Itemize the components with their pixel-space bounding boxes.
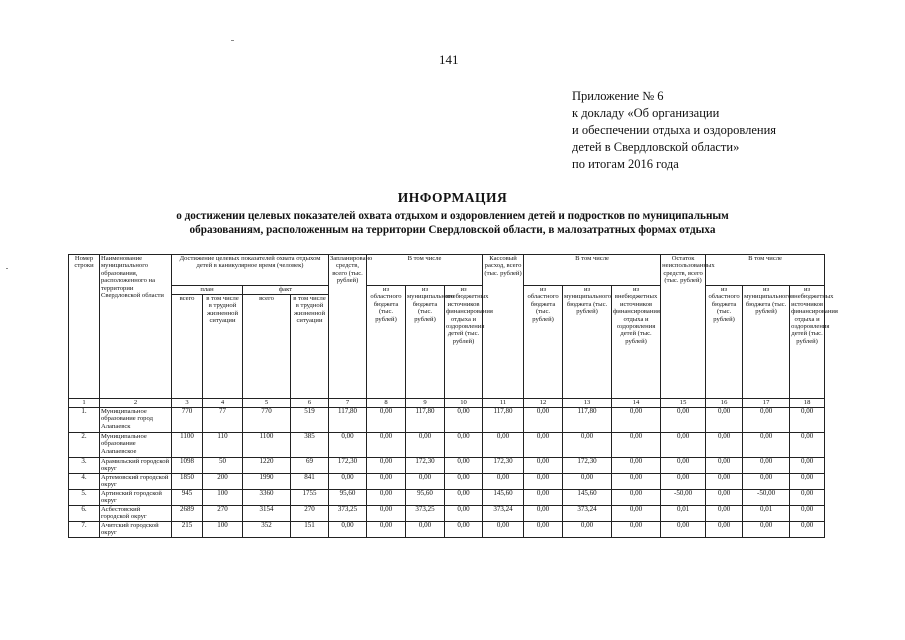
column-number: 8 — [367, 399, 406, 408]
table-cell: 0,00 — [790, 522, 825, 538]
row-number: 1. — [69, 408, 100, 433]
municipality-name: Асбестовский городской округ — [100, 506, 172, 522]
table-cell: 0,00 — [706, 506, 743, 522]
header-incl-cash: В том числе — [524, 255, 661, 286]
header-fact-total: всего — [243, 295, 291, 399]
table-cell: 0,00 — [706, 490, 743, 506]
row-number: 3. — [69, 458, 100, 474]
header-municipal: из муниципального бюджета (тыс. рублей) — [563, 286, 612, 399]
table-cell: 0,00 — [661, 408, 706, 433]
table-cell: 0,00 — [743, 522, 790, 538]
table-cell: 172,30 — [406, 458, 445, 474]
column-number: 7 — [329, 399, 367, 408]
table-cell: 0,00 — [367, 433, 406, 458]
table-cell: 100 — [203, 490, 243, 506]
table-cell: 0,00 — [483, 522, 524, 538]
table-cell: -50,00 — [661, 490, 706, 506]
table-cell: 0,00 — [790, 490, 825, 506]
table-cell: 841 — [291, 474, 329, 490]
table-cell: 0,00 — [524, 522, 563, 538]
appendix-note — [572, 88, 776, 173]
table-cell: 385 — [291, 433, 329, 458]
table-row — [69, 433, 825, 458]
table-cell: 373,25 — [329, 506, 367, 522]
document-title: ИНФОРМАЦИЯ — [397, 190, 508, 205]
table-body — [69, 408, 825, 538]
table-cell: -50,00 — [743, 490, 790, 506]
header-plan-hard: в том числе в трудной жизненной ситуации — [203, 295, 243, 399]
table-cell: 1990 — [243, 474, 291, 490]
header-offbudget: из внебюджетных источников финансирования отдыха и оздоровления детей (тыс. рублей) — [612, 286, 661, 399]
table-cell: 0,00 — [661, 474, 706, 490]
column-number: 3 — [172, 399, 203, 408]
table-cell: 770 — [172, 408, 203, 433]
column-number: 6 — [291, 399, 329, 408]
table-cell: 1098 — [172, 458, 203, 474]
header-row — [69, 255, 825, 286]
table-row — [69, 490, 825, 506]
table-cell: 100 — [203, 522, 243, 538]
header-incl-rest: В том числе — [706, 255, 825, 286]
table-cell: 0,00 — [612, 490, 661, 506]
appendix-line: к докладу «Об организации — [572, 106, 720, 120]
table-cell: 0,00 — [661, 433, 706, 458]
row-number: 7. — [69, 522, 100, 538]
table-cell: 77 — [203, 408, 243, 433]
header-incl-planned: В том числе — [367, 255, 483, 286]
header-offbudget: из внебюджетных источников финансирования отдыха и оздоровления детей (тыс. рублей) — [790, 286, 825, 399]
table-cell: 0,00 — [790, 408, 825, 433]
table-cell: 1850 — [172, 474, 203, 490]
table-cell: 0,00 — [367, 474, 406, 490]
table-cell: 0,00 — [706, 458, 743, 474]
scan-speck — [6, 268, 8, 269]
table-cell: 0,01 — [743, 506, 790, 522]
table-cell: 0,00 — [524, 458, 563, 474]
row-number: 4. — [69, 474, 100, 490]
table-cell: 69 — [291, 458, 329, 474]
table-cell: 0,00 — [524, 433, 563, 458]
table-cell: 0,00 — [790, 474, 825, 490]
header-offbudget: из внебюджетных источников финансирования отдыха и оздоровления детей (тыс. рублей) — [445, 286, 483, 399]
table-cell: 151 — [291, 522, 329, 538]
table-cell: 95,60 — [406, 490, 445, 506]
table-cell: 145,60 — [483, 490, 524, 506]
table-cell: 0,00 — [661, 458, 706, 474]
header-fact-hard: в том числе в трудной жизненной ситуации — [291, 295, 329, 399]
header-rest: Остаток неиспользованных средств, всего (тыс. рублей) — [661, 255, 706, 399]
column-number: 17 — [743, 399, 790, 408]
table-cell: 0,00 — [790, 506, 825, 522]
table-cell: 0,00 — [367, 522, 406, 538]
header-plan-total: всего — [172, 295, 203, 399]
column-number: 11 — [483, 399, 524, 408]
header-num: Номер строки — [69, 255, 100, 399]
document-subtitle-line-1: о достижении целевых показателей охвата отдыхом и оздоровлением детей и подростков по муниципальным — [176, 210, 729, 222]
table-cell: 0,00 — [483, 433, 524, 458]
table-cell: 373,25 — [406, 506, 445, 522]
table-cell: 110 — [203, 433, 243, 458]
table-cell: 200 — [203, 474, 243, 490]
table-cell: 0,00 — [706, 408, 743, 433]
document-heading — [0, 190, 905, 236]
table-cell: 0,00 — [445, 458, 483, 474]
table-cell: 0,00 — [367, 506, 406, 522]
table-cell: 1755 — [291, 490, 329, 506]
table-cell: 1220 — [243, 458, 291, 474]
table-cell: 0,00 — [706, 522, 743, 538]
column-number: 14 — [612, 399, 661, 408]
table-cell: 0,00 — [367, 490, 406, 506]
table-cell: 0,00 — [483, 474, 524, 490]
table-cell: 0,00 — [329, 433, 367, 458]
table-row — [69, 408, 825, 433]
table-cell: 0,00 — [445, 490, 483, 506]
table-cell: 945 — [172, 490, 203, 506]
column-number: 10 — [445, 399, 483, 408]
table-cell: 117,80 — [406, 408, 445, 433]
table-cell: 0,00 — [445, 506, 483, 522]
table-cell: 0,00 — [790, 433, 825, 458]
table-cell: 352 — [243, 522, 291, 538]
table-cell: 770 — [243, 408, 291, 433]
table-cell: 145,60 — [563, 490, 612, 506]
table-cell: 2689 — [172, 506, 203, 522]
row-number: 5. — [69, 490, 100, 506]
table-cell: 117,80 — [329, 408, 367, 433]
table-cell: 373,24 — [483, 506, 524, 522]
table-cell: 0,00 — [743, 458, 790, 474]
table-cell: 0,00 — [661, 522, 706, 538]
header-name: Наименование муниципального образования, расположенного на территории Свердловской области — [100, 255, 172, 399]
row-number: 6. — [69, 506, 100, 522]
table-cell: 270 — [203, 506, 243, 522]
table-cell: 0,00 — [406, 474, 445, 490]
table-cell: 50 — [203, 458, 243, 474]
table-cell: 0,00 — [612, 474, 661, 490]
table-cell: 3360 — [243, 490, 291, 506]
table-cell: 1100 — [172, 433, 203, 458]
table-cell: 0,00 — [524, 506, 563, 522]
appendix-line: и обеспечении отдыха и оздоровления — [572, 123, 777, 137]
municipality-name: Муниципальное образование Алапаевское — [100, 433, 172, 458]
table-cell: 0,00 — [524, 474, 563, 490]
municipality-name: Артемовский городской округ — [100, 474, 172, 490]
header-target: Достижение целевых показателей охвата отдыхом детей в каникулярное время (человек) — [172, 255, 329, 286]
document-subtitle-line-2: образованиям, расположенным на территории Свердловской области, в малозатратных формах отдыха — [189, 224, 716, 236]
table-cell: 0,00 — [743, 474, 790, 490]
table-cell: 0,01 — [661, 506, 706, 522]
table-row — [69, 522, 825, 538]
header-regional: из областного бюджета (тыс. рублей) — [524, 286, 563, 399]
table-cell: 0,00 — [563, 474, 612, 490]
appendix-line: по итогам 2016 года — [572, 157, 679, 171]
table-cell: 0,00 — [563, 522, 612, 538]
table-cell: 0,00 — [406, 433, 445, 458]
table-cell: 172,30 — [563, 458, 612, 474]
table-row — [69, 474, 825, 490]
municipality-name: Муниципальное образование город Алапаевск — [100, 408, 172, 433]
table-cell: 0,00 — [524, 408, 563, 433]
data-table — [68, 254, 838, 538]
table-cell: 0,00 — [706, 433, 743, 458]
table-cell: 0,00 — [524, 490, 563, 506]
header-regional: из областного бюджета (тыс. рублей) — [367, 286, 406, 399]
column-number: 18 — [790, 399, 825, 408]
table-cell: 172,30 — [483, 458, 524, 474]
table-row — [69, 458, 825, 474]
municipality-name: Артинский городской округ — [100, 490, 172, 506]
page-number: 141 — [439, 52, 459, 67]
table-cell: 117,80 — [483, 408, 524, 433]
header-plan: план — [172, 286, 243, 295]
table-cell: 172,30 — [329, 458, 367, 474]
column-number: 16 — [706, 399, 743, 408]
table-cell: 0,00 — [367, 408, 406, 433]
table-cell: 0,00 — [612, 506, 661, 522]
table-cell: 0,00 — [445, 408, 483, 433]
row-number: 2. — [69, 433, 100, 458]
scan-speck — [231, 40, 234, 41]
column-number: 15 — [661, 399, 706, 408]
table-cell: 0,00 — [612, 522, 661, 538]
table-cell: 0,00 — [706, 474, 743, 490]
table-cell: 0,00 — [445, 474, 483, 490]
table-cell: 0,00 — [329, 474, 367, 490]
table-cell: 95,60 — [329, 490, 367, 506]
column-number: 4 — [203, 399, 243, 408]
table-cell: 373,24 — [563, 506, 612, 522]
table-cell: 0,00 — [743, 433, 790, 458]
table-cell: 0,00 — [367, 458, 406, 474]
table-cell: 270 — [291, 506, 329, 522]
header-regional: из областного бюджета (тыс. рублей) — [706, 286, 743, 399]
header-municipal: из муниципального бюджета (тыс. рублей) — [743, 286, 790, 399]
column-number: 12 — [524, 399, 563, 408]
column-number: 1 — [69, 399, 100, 408]
table-cell: 519 — [291, 408, 329, 433]
header-fact: факт — [243, 286, 329, 295]
appendix-line: Приложение № 6 — [572, 89, 664, 103]
table-cell: 117,80 — [563, 408, 612, 433]
header-municipal: из муниципального бюджета (тыс. рублей) — [406, 286, 445, 399]
table-cell: 3154 — [243, 506, 291, 522]
table-cell: 0,00 — [612, 433, 661, 458]
table-cell: 0,00 — [563, 433, 612, 458]
column-number: 2 — [100, 399, 172, 408]
municipality-name: Ачитский городской округ — [100, 522, 172, 538]
table-cell: 215 — [172, 522, 203, 538]
header-row — [69, 286, 825, 295]
appendix-line: детей в Свердловской области» — [572, 140, 740, 154]
table-cell: 0,00 — [329, 522, 367, 538]
table-cell: 0,00 — [743, 408, 790, 433]
table-cell: 0,00 — [790, 458, 825, 474]
table-cell: 0,00 — [445, 433, 483, 458]
header-planned: Запланировано средств, всего (тыс. рублей) — [329, 255, 367, 399]
table-cell: 0,00 — [612, 408, 661, 433]
header-cash: Кассовый расход, всего (тыс. рублей) — [483, 255, 524, 399]
table-cell: 0,00 — [445, 522, 483, 538]
column-number: 13 — [563, 399, 612, 408]
table-cell: 0,00 — [612, 458, 661, 474]
table-row — [69, 506, 825, 522]
table-cell: 0,00 — [406, 522, 445, 538]
column-number: 5 — [243, 399, 291, 408]
table-cell: 1100 — [243, 433, 291, 458]
column-number: 9 — [406, 399, 445, 408]
municipality-name: Арамильский городской округ — [100, 458, 172, 474]
